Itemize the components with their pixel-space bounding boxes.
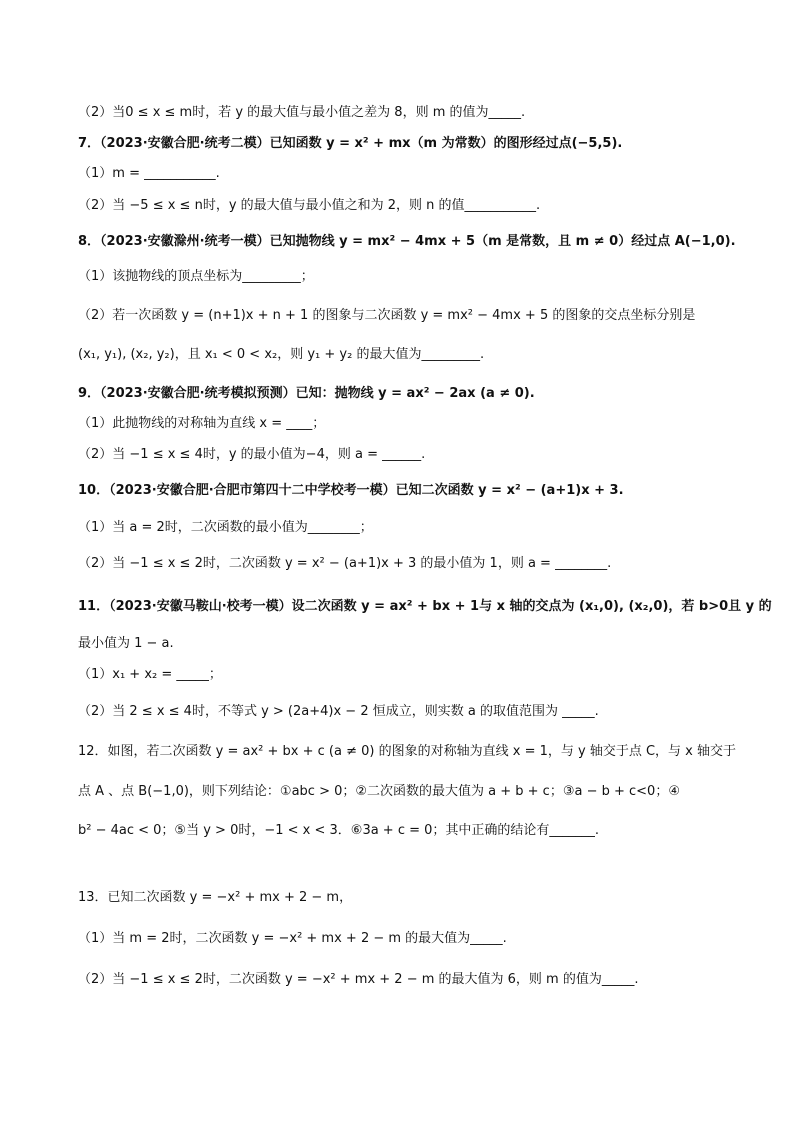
q8-part2: （2）若一次函数 y = (n+1)x + n + 1 的图象与二次函数 y = mx² − 4mx + 5 的图象的交点坐标分别是 [78, 308, 696, 323]
q10-part1: （1）当 a = 2时，二次函数的最小值为________； [78, 520, 373, 535]
q8-stem: 8．（2023·安徽滁州·统考一模）已知抛物线 y = mx² − 4mx + 5（m 是常数，且 m ≠ 0）经过点 A(−1,0). [78, 234, 736, 249]
q9-part1: （1）此抛物线的对称轴为直线 x = ____； [78, 416, 326, 431]
q13-stem: 13．已知二次函数 y = −x² + mx + 2 − m， [78, 890, 353, 905]
q8-part1: （1）该抛物线的顶点坐标为_________； [78, 269, 314, 284]
q10-part2: （2）当 −1 ≤ x ≤ 2时，二次函数 y = x² − (a+1)x + 3 的最小值为 1，则 a = ________. [78, 556, 612, 571]
q9-stem: 9．（2023·安徽合肥·统考模拟预测）已知：抛物线 y = ax² − 2ax (a ≠ 0). [78, 386, 535, 401]
q12-stem-cont2: b² − 4ac < 0；⑤当 y > 0时，−1 < x < 3．⑥3a + c = 0；其中正确的结论有_______. [78, 823, 600, 838]
q6-part2: （2）当0 ≤ x ≤ m时，若 y 的最大值与最小值之差为 8，则 m 的值为_____. [78, 105, 526, 120]
q12-stem: 12．如图，若二次函数 y = ax² + bx + c (a ≠ 0) 的图象的对称轴为直线 x = 1，与 y 轴交于点 C，与 x 轴交于 [78, 744, 736, 759]
q8-part2-cont: (x₁, y₁), (x₂, y₂)，且 x₁ < 0 < x₂，则 y₁ + y₂ 的最大值为_________. [78, 347, 485, 362]
q7-part1: （1）m = ___________. [78, 166, 220, 181]
q9-part2: （2）当 −1 ≤ x ≤ 4时，y 的最小值为−4，则 a = ______. [78, 447, 426, 462]
q12-stem-cont: 点 A 、点 B(−1,0)，则下列结论：①abc > 0；②二次函数的最大值为 a + b + c；③a − b + c<0；④ [78, 784, 680, 799]
q13-part1: （1）当 m = 2时，二次函数 y = −x² + mx + 2 − m 的最大值为_____. [78, 931, 507, 946]
q7-part2: （2）当 −5 ≤ x ≤ n时，y 的最大值与最小值之和为 2，则 n 的值___________. [78, 198, 541, 213]
q7-stem: 7．（2023·安徽合肥·统考二模）已知函数 y = x² + mx（m 为常数）的图形经过点(−5,5). [78, 136, 623, 151]
q11-stem-cont: 最小值为 1 − a. [78, 636, 174, 651]
q11-stem: 11．（2023·安徽马鞍山·校考一模）设二次函数 y = ax² + bx + 1与 x 轴的交点为 (x₁,0), (x₂,0)，若 b>0且 y 的 [78, 599, 772, 614]
q11-part2: （2）当 2 ≤ x ≤ 4时，不等式 y > (2a+4)x − 2 恒成立，则实数 a 的取值范围为 _____. [78, 704, 599, 719]
q11-part1: （1）x₁ + x₂ = _____； [78, 667, 222, 682]
q13-part2: （2）当 −1 ≤ x ≤ 2时，二次函数 y = −x² + mx + 2 − m 的最大值为 6，则 m 的值为_____. [78, 972, 639, 987]
q10-stem: 10．（2023·安徽合肥·合肥市第四十二中学校考一模）已知二次函数 y = x² − (a+1)x + 3. [78, 483, 624, 498]
